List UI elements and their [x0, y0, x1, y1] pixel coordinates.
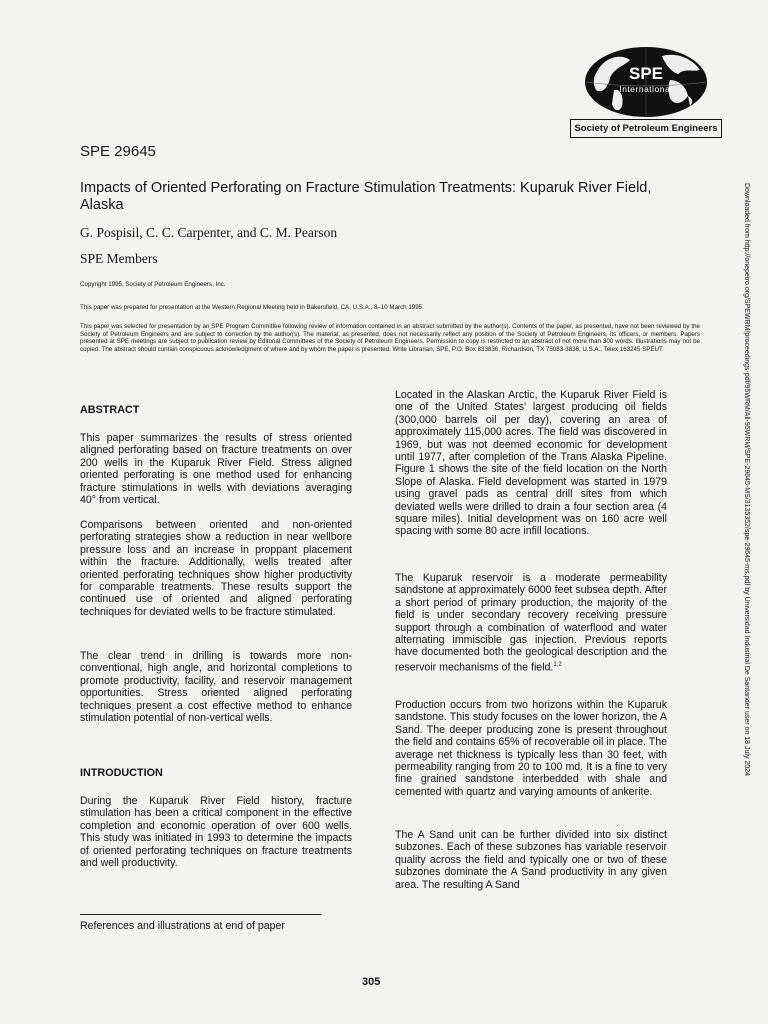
copyright-notice: Copyright 1995, Society of Petroleum Engineers, Inc. — [80, 281, 226, 288]
introduction-paragraph-1: During the Kuparuk River Field history, fracture stimulation has been a critical component in the effective completion and economic operation of over 600 wells. This study was initiated in 1993 to determine the impacts of oriented perforating techniques on fracture treatments and well productivity. — [80, 795, 352, 870]
footnote: References and illustrations at end of paper — [80, 920, 285, 932]
abstract-paragraph-3: The clear trend in drilling is towards more non-conventional, high angle, and horizontal completions to promote productivity, facility, and reservoir management opportunities. Stress oriented aligned perforating techniques present a cost effective method to enhance stimulation potential of non-vertical wells. — [80, 650, 352, 725]
logo-text: SPE — [628, 64, 664, 83]
introduction-heading: INTRODUCTION — [80, 767, 163, 779]
logo-caption: Society of Petroleum Engineers — [570, 119, 722, 138]
authors: G. Pospisil, C. C. Carpenter, and C. M. Pearson — [80, 225, 338, 240]
download-watermark: Downloaded from http://onepetro.org/SPEWRM/proceedings-pdf/95WRM/All-95WRM/SPE-29645-MS/3135352/spe-29645-ms.pdf by Universidad Industrial De Santander user on 18 July 2024 — [743, 183, 750, 776]
footnote-rule — [80, 914, 321, 915]
abstract-paragraph-2: Comparisons between oriented and non-oriented perforating strategies show a reduction in near wellbore pressure loss and an increase in proppant placement within the fracture. Additionally, wells treated after oriented perforating techniques show higher productivity for comparable treatments. These results support the continued use of oriented and aligned perforating techniques for deviated wells to be fracture stimulated. — [80, 519, 352, 618]
right-paragraph-1: Located in the Alaskan Arctic, the Kuparuk River Field is one of the United States' largest producing oil fields (300,000 barrels oil per day), covering an area of approximately 115,000 acres. The field was discovered in 1969, but was not deemed economic for development until 1977, after completion of the Trans Alaska Pipeline. Figure 1 shows the site of the field location on the North Slope of Alaska. Field development was started in 1979 using gravel pads as central drill sites from which deviated wells were drilled to drain a four section area (4 square miles). Initial development was on 160 acre well spacing with some 80 acre infill locations. — [395, 389, 667, 538]
paper-title: Impacts of Oriented Perforating on Fracture Stimulation Treatments: Kuparuk River Field, Alaska — [80, 180, 652, 213]
page-number: 305 — [362, 976, 381, 988]
right-paragraph-3: Production occurs from two horizons within the Kuparuk sandstone. This study focuses on the lower horizon, the A Sand. The deeper producing zone is present throughout the field and contains 65% of recoverable oil in place. The average net thickness is typically less than 30 feet, with permeability ranging from 20 to 100 md. It is a fine to very fine grained sandstone interbedded with shale and cemented with quartz and varying amounts of ankerite. — [395, 699, 667, 798]
citation-ref: 1,2 — [553, 661, 562, 668]
abstract-heading: ABSTRACT — [80, 404, 140, 416]
disclaimer: This paper was selected for presentation by an SPE Program Committee following review of information contained in an abstract submitted by the author(s). Contents of the paper, as presented, have not been reviewed by the Society of Petroleum Engineers and are subject to correction by the author(s). The material, as presented, does not necessarily reflect any position of the Society of Petroleum Engineers, its officers, or members. Papers presented at SPE meetings are subject to publication review by Editorial Committees of the Society of Petroleum Engineers. Permission to copy is restricted to an abstract of not more than 300 words. Illustrations may not be copied. The abstract should contain conspicuous acknowledgment of where and by whom the paper is presented. Write Librarian, SPE, P.O. Box 833836, Richardson, TX 75083-3836, U.S.A., Telex 163245 SPEUT. — [80, 323, 700, 353]
presentation-notice: This paper was prepared for presentation at the Western Regional Meeting held in Bakersfield, CA, U.S.A., 8–10 March 1995. — [80, 304, 424, 311]
paper-number: SPE 29645 — [80, 143, 156, 160]
right-paragraph-2: The Kuparuk reservoir is a moderate permeability sandstone at approximately 6000 feet subsea depth. After a short period of primary production, the majority of the field is under secondary recovery receiving pressure support through a combination of waterflood and water alternating immiscible gas injection. Previous reports have documented both the geological description and the reservoir mechanisms of the field.$^{1,2}$ — [395, 572, 667, 674]
abstract-paragraph-1: This paper summarizes the results of stress oriented aligned perforating based on fracture treatments on over 200 wells in the Kuparuk River Field. Stress aligned oriented perforating is one method used for enhancing fracture stimulations in wells with deviations averaging 40° from vertical. — [80, 432, 352, 507]
spe-logo — [570, 46, 722, 138]
globe-icon — [584, 46, 708, 118]
right-paragraph-4: The A Sand unit can be further divided into six distinct subzones. Each of these subzones has variable reservoir quality across the field and typically one or two of these subzones dominate the A Sand productivity in any given area. The resulting A Sand — [395, 829, 667, 891]
logo-subtext: International — [619, 84, 673, 94]
members-line: SPE Members — [80, 251, 158, 266]
